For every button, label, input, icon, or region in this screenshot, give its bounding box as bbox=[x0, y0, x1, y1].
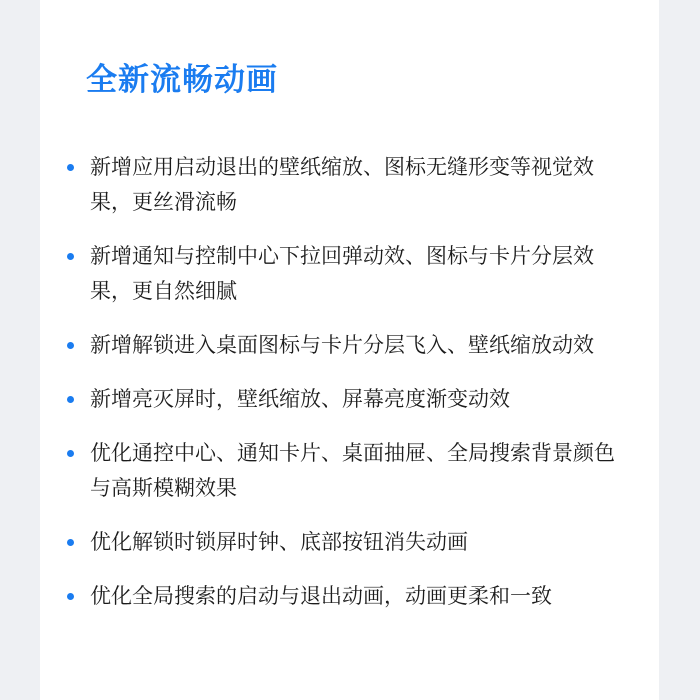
list-item-text: 新增通知与控制中心下拉回弹动效、图标与卡片分层效果，更自然细腻 bbox=[90, 244, 594, 303]
bullet-dot-icon bbox=[67, 539, 74, 546]
bullet-dot-icon bbox=[67, 593, 74, 600]
section-title: 全新流畅动画 bbox=[86, 62, 278, 98]
list-item-text: 新增亮灭屏时，壁纸缩放、屏幕亮度渐变动效 bbox=[90, 387, 510, 411]
list-item bbox=[40, 436, 659, 506]
list-item bbox=[40, 579, 659, 614]
list-item-text: 新增解锁进入桌面图标与卡片分层飞入、壁纸缩放动效 bbox=[90, 333, 594, 357]
bullet-dot-icon bbox=[67, 164, 74, 171]
list-item-text: 优化解锁时锁屏时钟、底部按钮消失动画 bbox=[90, 530, 468, 554]
list-item bbox=[40, 239, 659, 309]
bullet-dot-icon bbox=[67, 253, 74, 260]
list-item-text: 新增应用启动退出的壁纸缩放、图标无缝形变等视觉效果，更丝滑流畅 bbox=[90, 155, 594, 214]
list-item bbox=[40, 525, 659, 560]
bullet-dot-icon bbox=[67, 450, 74, 457]
list-item-text: 优化全局搜索的启动与退出动画，动画更柔和一致 bbox=[90, 584, 552, 608]
list-item bbox=[40, 328, 659, 363]
content-card bbox=[40, 0, 659, 700]
bullet-dot-icon bbox=[67, 396, 74, 403]
feature-list bbox=[40, 150, 659, 633]
bullet-dot-icon bbox=[67, 342, 74, 349]
list-item bbox=[40, 150, 659, 220]
list-item-text: 优化通控中心、通知卡片、桌面抽屉、全局搜索背景颜色与高斯模糊效果 bbox=[90, 441, 615, 500]
list-item bbox=[40, 382, 659, 417]
